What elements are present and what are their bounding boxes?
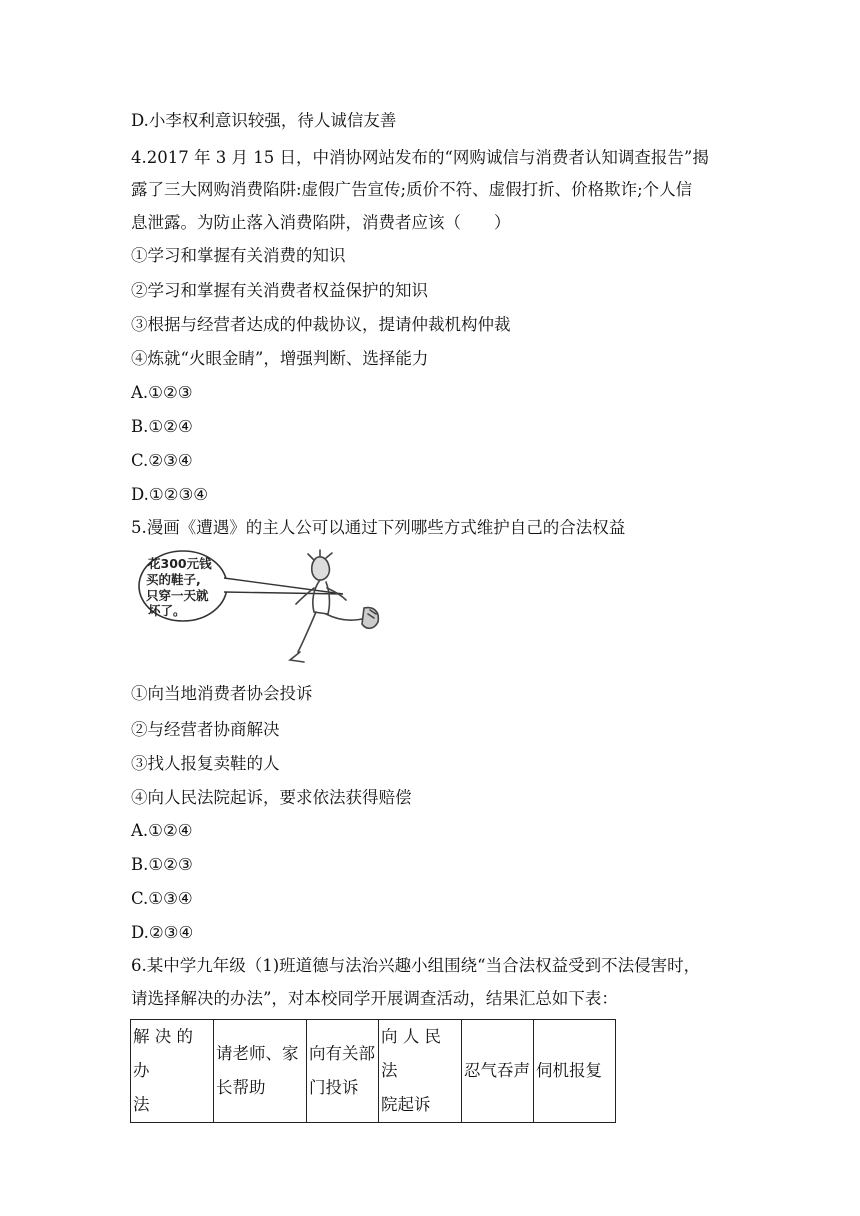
cell-line: 门投诉 xyxy=(309,1078,359,1097)
q4-item-2: ②学习和掌握有关消费者权益保护的知识 xyxy=(131,281,428,300)
q5-item-1: ①向当地消费者协会投诉 xyxy=(131,684,313,703)
table-cell-method xyxy=(131,1020,214,1123)
speech-line-3: 只穿一天就 xyxy=(146,588,209,603)
q5-item-2: ②与经营者协商解决 xyxy=(131,720,280,739)
q5-option-c: C.①③④ xyxy=(131,889,193,908)
table-cell-endure xyxy=(462,1020,534,1123)
table-cell-court xyxy=(379,1020,462,1123)
speech-line-1: 花300元钱 xyxy=(148,556,212,571)
cell-line: 院起诉 xyxy=(381,1095,431,1114)
cell-line: 长帮助 xyxy=(216,1078,266,1097)
q4-option-c: C.②③④ xyxy=(131,451,193,470)
q5-item-3: ③找人报复卖鞋的人 xyxy=(131,754,280,773)
question-5-stem: 5.漫画《遭遇》的主人公可以通过下列哪些方式维护自己的合法权益 xyxy=(131,518,626,537)
cell-line: 解 决 的 办 xyxy=(133,1027,193,1080)
cell-line: 请老师、家 xyxy=(216,1044,299,1063)
question-6-line-2: 请选择解决的办法”，对本校同学开展调查活动，结果汇总如下表： xyxy=(131,989,618,1008)
q5-option-d: D.②③④ xyxy=(131,923,194,942)
speech-line-2: 买的鞋子, xyxy=(146,572,201,587)
table-cell-revenge xyxy=(534,1020,616,1123)
q5-option-a: A.①②④ xyxy=(131,821,193,840)
q4-item-4: ④炼就“火眼金睛”，增强判断、选择能力 xyxy=(131,349,429,368)
q4-option-b: B.①②④ xyxy=(131,417,193,436)
q4-option-a: A.①②③ xyxy=(131,383,193,402)
man-figure xyxy=(290,550,378,662)
q4-option-d: D.①②③④ xyxy=(131,485,209,504)
question-4-line-3: 息泄露。为防止落入消费陷阱，消费者应该（ ） xyxy=(131,213,511,232)
table-cell-teacher-parent xyxy=(214,1020,307,1123)
table-cell-complaint xyxy=(307,1020,379,1123)
comic-encounter xyxy=(138,548,398,678)
question-4-line-2: 露了三大网购消费陷阱:虚假广告宣传;质价不符、虚假打折、价格欺诈;个人信 xyxy=(131,180,693,199)
cell-line: 伺机报复 xyxy=(536,1061,602,1080)
cell-line: 忍气吞声 xyxy=(464,1061,530,1080)
q4-item-1: ①学习和掌握有关消费的知识 xyxy=(131,246,346,265)
q5-item-4: ④向人民法院起诉，要求依法获得赔偿 xyxy=(131,788,412,807)
cell-line: 向有关部 xyxy=(309,1044,375,1063)
cell-line: 法 xyxy=(133,1095,150,1114)
cell-line: 向 人 民 法 xyxy=(381,1027,441,1080)
question-4-line-1: 4.2017 年 3 月 15 日，中消协网站发布的“网购诚信与消费者认知调查报告”揭 xyxy=(131,148,709,167)
survey-table xyxy=(130,1019,616,1123)
question-6-line-1: 6.某中学九年级（1)班道德与法治兴趣小组围绕“当合法权益受到不法侵害时， xyxy=(131,956,701,975)
table-row xyxy=(131,1020,616,1123)
speech-line-4: 坏了。 xyxy=(148,603,186,618)
q4-item-3: ③根据与经营者达成的仲裁协议，提请仲裁机构仲裁 xyxy=(131,315,511,334)
q5-option-b: B.①②③ xyxy=(131,855,193,874)
option-d-q3: D.小李权利意识较强，待人诚信友善 xyxy=(131,111,397,130)
